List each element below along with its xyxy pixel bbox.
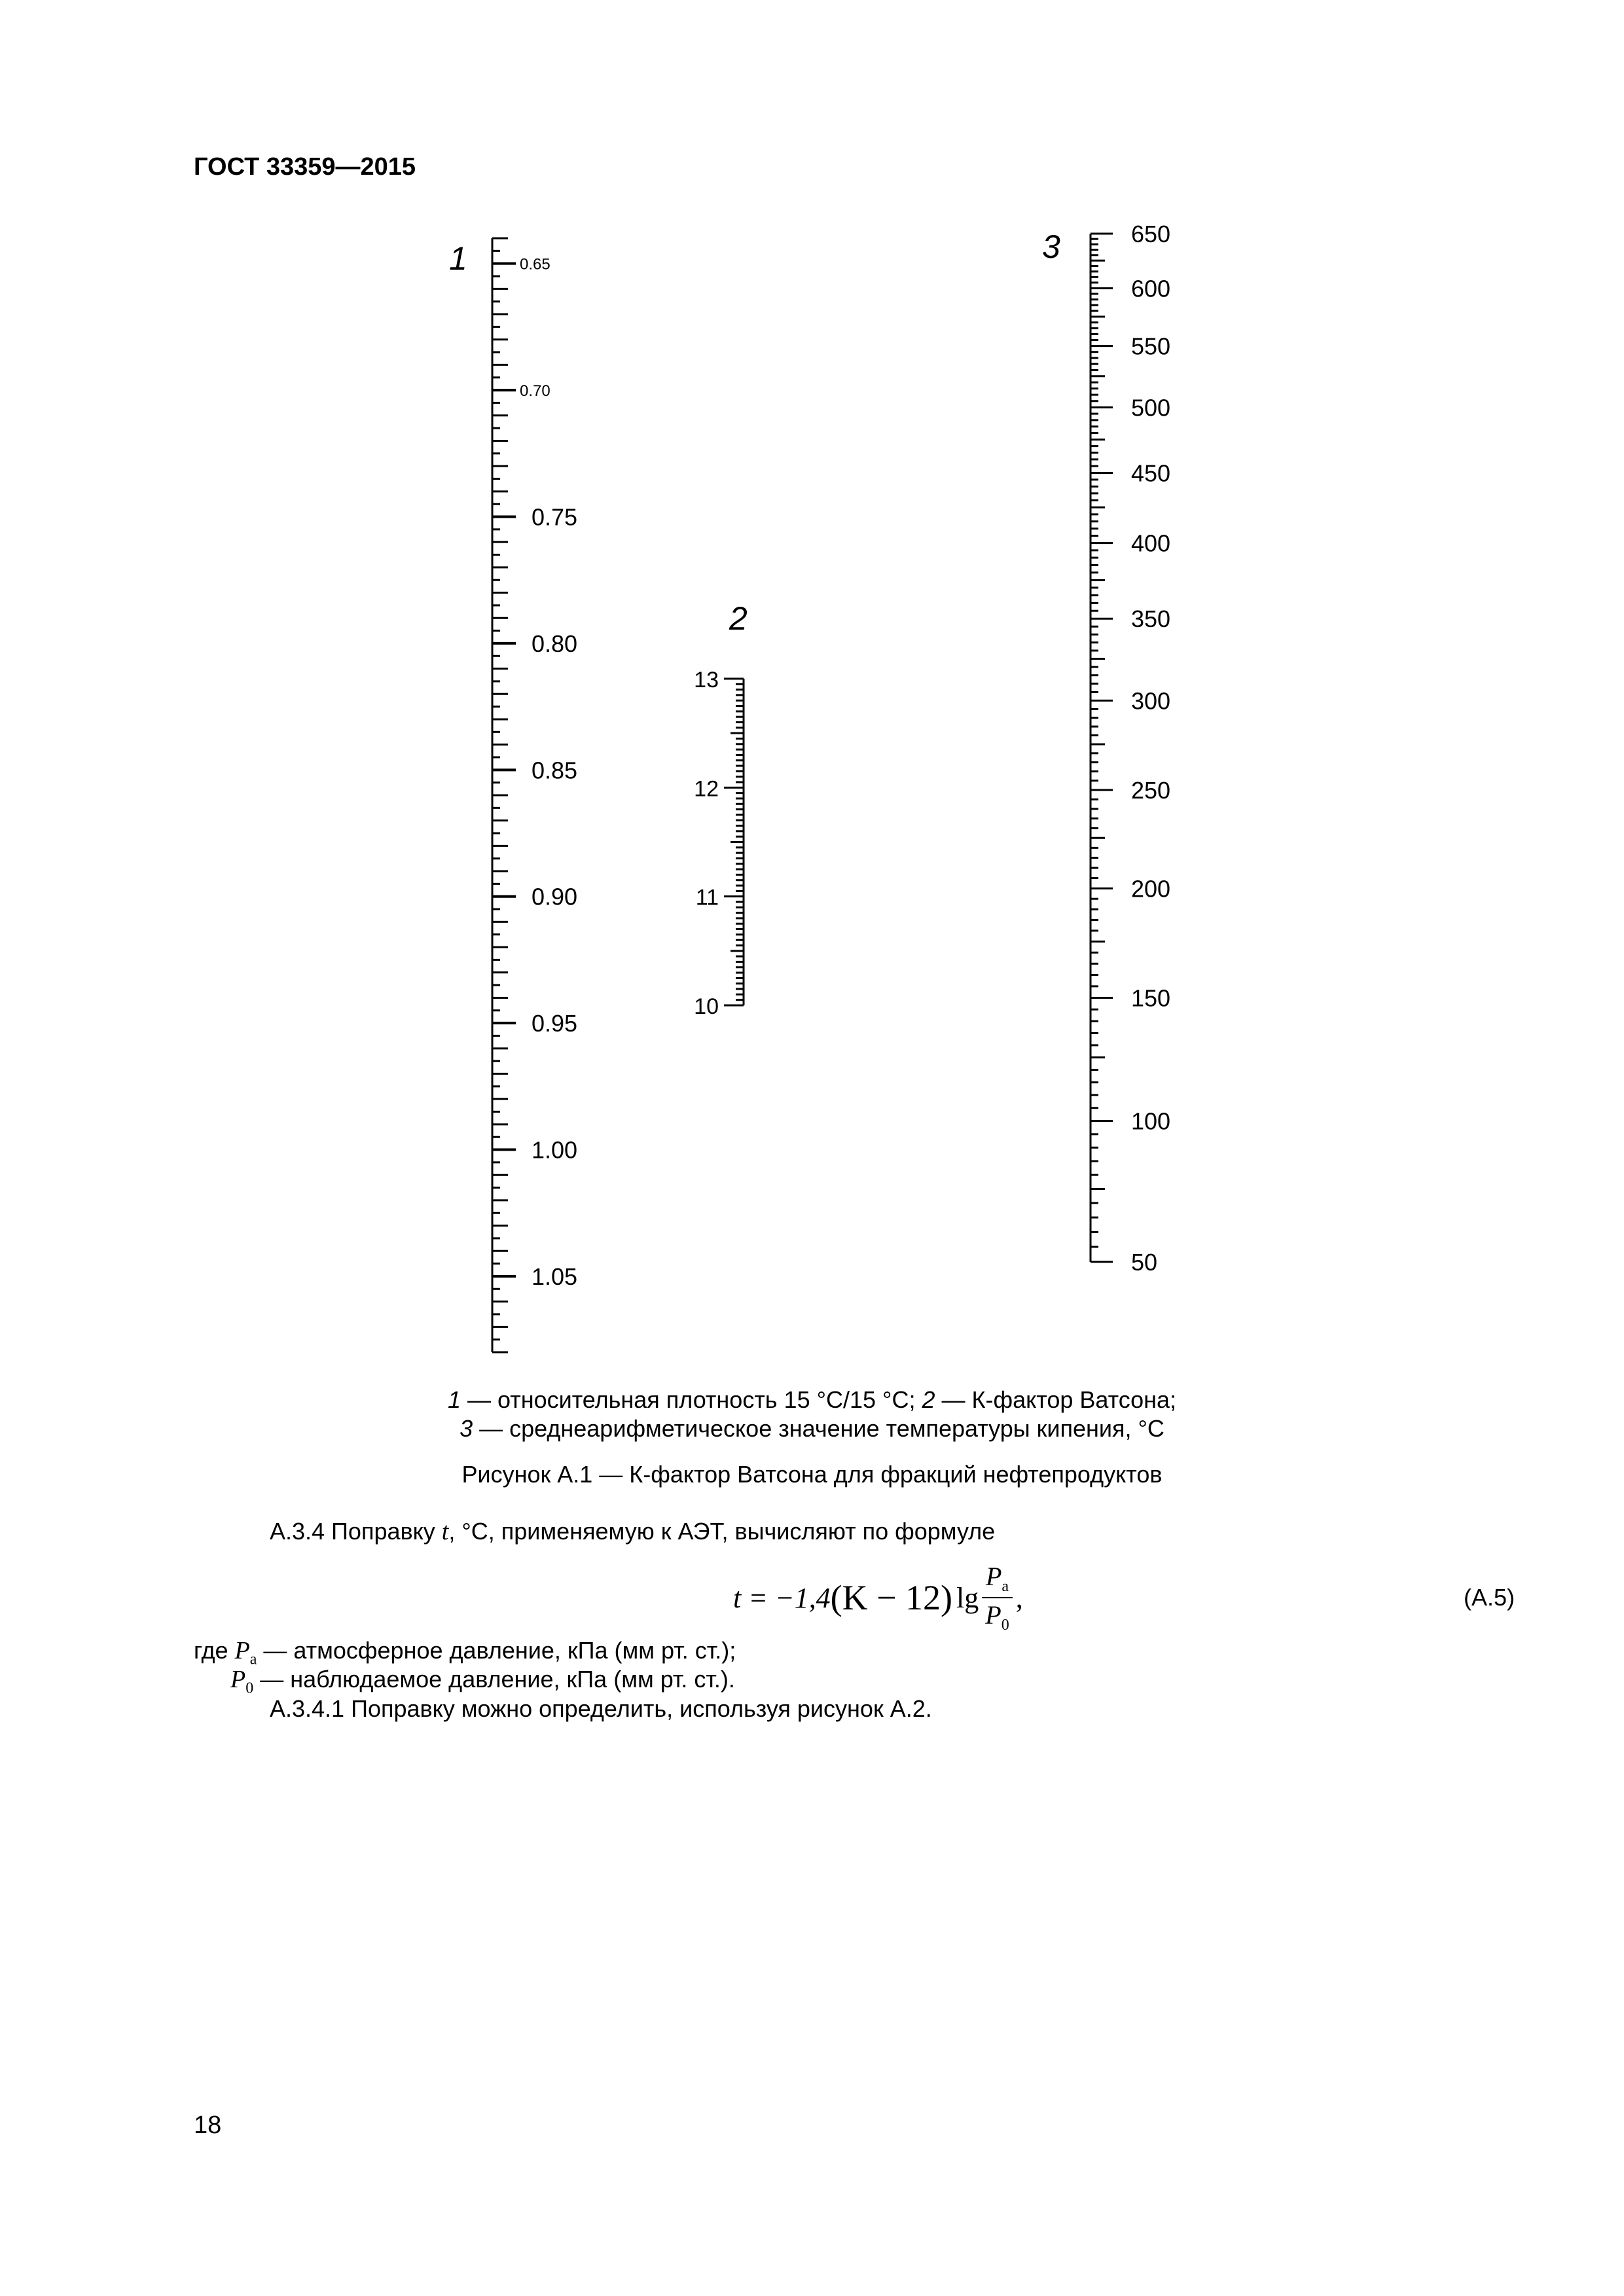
watson-k-factor-scale (694, 600, 748, 1019)
where-p0-line (230, 1665, 735, 1698)
formula-fraction (981, 1561, 1013, 1634)
scale-3-label: 300 (1131, 687, 1171, 715)
formula-numerator (982, 1561, 1013, 1598)
scale-3-label: 400 (1131, 529, 1171, 557)
equation-number: (А.5) (1464, 1584, 1515, 1611)
formula-paren: (K − 12) (830, 1578, 953, 1617)
p0-description: — наблюдаемое давление, кПа (мм рт. ст.). (253, 1666, 735, 1693)
scale-2-label: 13 (694, 668, 719, 692)
scale-3-label: 200 (1131, 875, 1171, 903)
legend-number-1: 1 (447, 1386, 461, 1413)
legend-text-2: — К-фактор Ватсона; (935, 1386, 1177, 1413)
scale-1-label: 0.80 (532, 630, 578, 657)
scale-1-number: 1 (449, 240, 467, 277)
p0-var: P (230, 1666, 246, 1693)
scale-1-label: 0.65 (520, 255, 550, 274)
denominator-sub: 0 (1001, 1617, 1009, 1634)
legend-text-1: — относительная плотность 15 °С/15 °С; (460, 1386, 922, 1413)
scale-2-label: 12 (694, 776, 719, 802)
scale-3-label: 150 (1131, 984, 1171, 1012)
scale-3-label: 100 (1131, 1107, 1171, 1135)
relative-density-scale (449, 238, 577, 1352)
pa-symbol (234, 1637, 257, 1668)
legend-text-3: — среднеарифметическое значение температуры кипения, °С (473, 1415, 1164, 1442)
where-prefix: где (194, 1637, 235, 1664)
figure-legend-line-2 (0, 1415, 1624, 1443)
scale-2-label: 11 (695, 885, 719, 910)
document-header: ГОСТ 33359—2015 (194, 153, 416, 181)
scale-3-label: 350 (1131, 605, 1171, 633)
pa-sub: a (249, 1651, 257, 1668)
pa-description: — атмосферное давление, кПа (мм рт. ст.); (257, 1637, 736, 1664)
numerator-sub: a (1001, 1578, 1009, 1595)
formula-lg: lg (956, 1581, 979, 1614)
scale-1-label: 0.75 (532, 503, 578, 531)
scale-1-label: 0.95 (532, 1010, 578, 1037)
formula-a5 (733, 1561, 1023, 1634)
numerator-var: P (985, 1562, 1002, 1591)
scale-3-label: 250 (1131, 776, 1171, 804)
scale-1-label: 1.00 (532, 1136, 578, 1164)
pa-var: P (234, 1637, 250, 1664)
scale-3-label: 650 (1131, 221, 1171, 247)
formula-denominator (981, 1598, 1013, 1634)
paragraph-a341: А.3.4.1 Поправку можно определить, используя рисунок А.2. (270, 1695, 932, 1722)
formula-tail: , (1015, 1581, 1023, 1614)
figure-title: Рисунок А.1 — К-фактор Ватсона для фракций нефтепродуктов (461, 1461, 1163, 1488)
scale-3-label: 50 (1131, 1249, 1158, 1276)
scale-1-label: 1.05 (532, 1263, 578, 1290)
legend-number-3: 3 (460, 1415, 473, 1442)
formula-lhs: t = −1,4 (733, 1581, 831, 1614)
scale-3-label: 600 (1131, 275, 1171, 302)
p0-symbol (230, 1666, 254, 1697)
scale-2-number: 2 (729, 600, 748, 637)
a34-variable-t: t (441, 1518, 449, 1545)
scale-3-label: 500 (1131, 394, 1171, 422)
scale-1-label: 0.90 (532, 883, 578, 910)
scale-3-label: 450 (1131, 459, 1171, 487)
paragraph-a34 (270, 1517, 995, 1546)
scale-1-label: 0.70 (520, 382, 550, 401)
denominator-var: P (985, 1600, 1001, 1630)
scale-1-label: 0.85 (532, 757, 578, 784)
figure-legend-line-1 (0, 1386, 1624, 1414)
a34-text-after: , °С, применяемую к АЭТ, вычисляют по формуле (448, 1518, 996, 1545)
where-pa-line (194, 1636, 736, 1669)
boiling-temperature-scale (1042, 221, 1170, 1276)
a34-text-before: А.3.4 Поправку (270, 1518, 442, 1545)
scale-3-number: 3 (1042, 228, 1060, 265)
scale-3-label: 550 (1131, 332, 1171, 360)
page-number: 18 (194, 2111, 222, 2139)
legend-number-2: 2 (922, 1386, 935, 1413)
p0-sub: 0 (245, 1679, 254, 1697)
scale-2-label: 10 (694, 994, 719, 1019)
